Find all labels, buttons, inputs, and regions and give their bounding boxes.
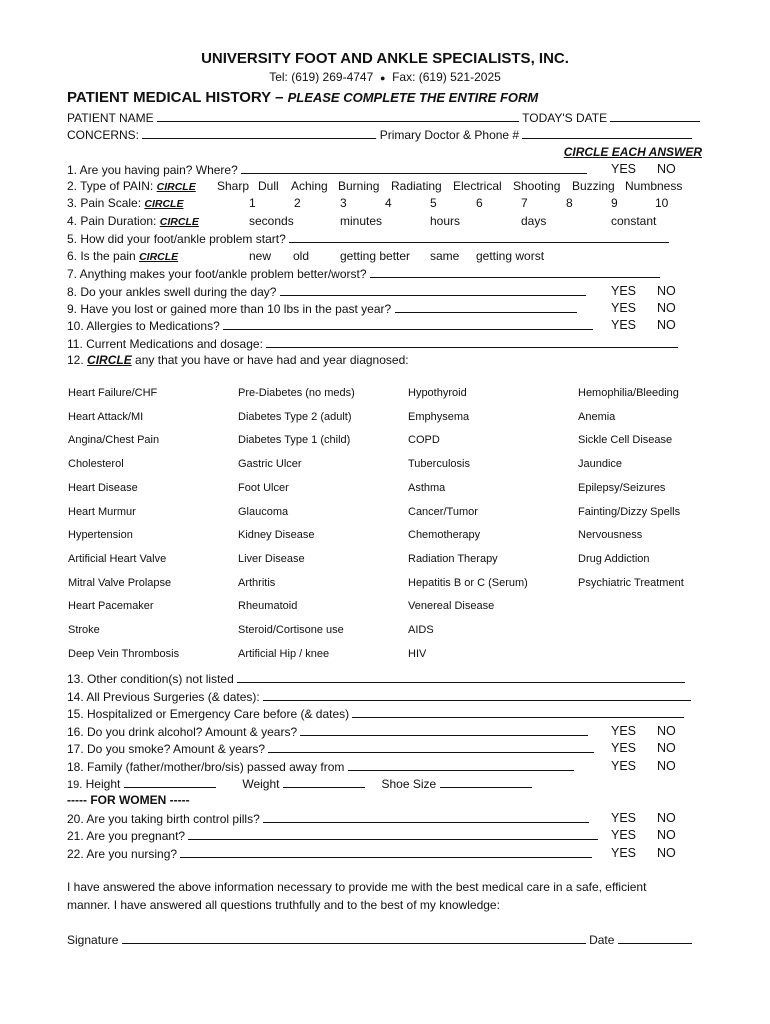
q21-row bbox=[67, 828, 598, 843]
q13-label: 13. Other condition(s) not listed bbox=[67, 672, 234, 686]
q8-label: 8. Do your ankles swell during the day? bbox=[67, 285, 277, 299]
q12-row bbox=[67, 353, 409, 367]
q13-field[interactable] bbox=[237, 671, 685, 683]
q10-label: 10. Allergies to Medications? bbox=[67, 319, 220, 333]
q6-opt-getting-worst[interactable]: getting worst bbox=[476, 249, 545, 263]
condition-item[interactable]: Heart Murmur bbox=[68, 505, 136, 518]
condition-item[interactable]: Heart Attack/MI bbox=[68, 410, 144, 423]
patient-name-field[interactable] bbox=[157, 110, 519, 122]
q21-yes[interactable]: YES bbox=[611, 828, 637, 842]
q5-row bbox=[67, 231, 669, 246]
form-title bbox=[67, 89, 538, 106]
q1-yes[interactable]: YES bbox=[611, 162, 637, 176]
condition-item[interactable]: Radiation Therapy bbox=[408, 552, 498, 565]
condition-item[interactable]: Jaundice bbox=[578, 458, 623, 471]
q16-no[interactable]: NO bbox=[657, 724, 676, 738]
q4-opt-minutes[interactable]: minutes bbox=[340, 214, 383, 228]
q20-yes[interactable]: YES bbox=[611, 811, 637, 825]
q17-row bbox=[67, 741, 594, 756]
q2-opt-buzzing[interactable]: Buzzing bbox=[572, 179, 615, 193]
q6-opt-new[interactable]: new bbox=[249, 249, 272, 263]
condition-item[interactable]: Deep Vein Thrombosis bbox=[68, 647, 180, 660]
q4-opt-constant[interactable]: constant bbox=[611, 214, 657, 228]
q3-opt-2[interactable]: 2 bbox=[294, 196, 301, 210]
q10-field[interactable] bbox=[223, 318, 593, 330]
condition-item[interactable]: Asthma bbox=[408, 481, 446, 494]
bullet-icon: ● bbox=[379, 73, 386, 83]
condition-item[interactable]: Diabetes Type 1 (child) bbox=[238, 434, 351, 447]
circle-each-answer: CIRCLE EACH ANSWER bbox=[563, 145, 702, 159]
q7-field[interactable] bbox=[370, 266, 660, 278]
condition-item[interactable]: Hypertension bbox=[68, 529, 133, 542]
q4-opt-hours[interactable]: hours bbox=[430, 214, 461, 228]
condition-item[interactable]: Emphysema bbox=[408, 410, 470, 423]
q18-field[interactable] bbox=[348, 759, 574, 771]
q12-rest: any that you have or have had and year diagnosed: bbox=[135, 353, 409, 367]
condition-item[interactable]: Venereal Disease bbox=[408, 600, 495, 613]
condition-item[interactable]: Angina/Chest Pain bbox=[68, 434, 160, 447]
q10-no[interactable]: NO bbox=[657, 318, 676, 332]
q6-circle: CIRCLE bbox=[139, 251, 179, 263]
patient-name-row bbox=[67, 110, 700, 125]
q10-yes[interactable]: YES bbox=[611, 318, 637, 332]
q2-label-wrap bbox=[67, 179, 196, 193]
q6-opt-getting-better[interactable]: getting better bbox=[340, 249, 411, 263]
q6-label-wrap bbox=[67, 249, 178, 263]
form-title-sub: PLEASE COMPLETE THE ENTIRE FORM bbox=[287, 90, 539, 105]
q22-yes[interactable]: YES bbox=[611, 846, 637, 860]
q21-label: 21. Are you pregnant? bbox=[67, 829, 186, 843]
q17-field[interactable] bbox=[268, 741, 594, 753]
contact-line bbox=[0, 70, 770, 84]
q11-field[interactable] bbox=[266, 336, 678, 348]
q16-yes[interactable]: YES bbox=[611, 724, 637, 738]
q9-no[interactable]: NO bbox=[657, 301, 676, 315]
condition-item[interactable]: Fainting/Dizzy Spells bbox=[578, 505, 681, 518]
q22-field[interactable] bbox=[180, 846, 592, 858]
q18-row bbox=[67, 759, 574, 774]
condition-item[interactable]: Hypothyroid bbox=[408, 387, 467, 399]
q22-row bbox=[67, 846, 592, 861]
q9-field[interactable] bbox=[395, 301, 577, 313]
concerns-row bbox=[67, 127, 692, 142]
condition-item[interactable]: Hemophilia/Bleeding bbox=[578, 387, 679, 399]
q2-opt-dull[interactable]: Dull bbox=[258, 179, 279, 193]
q2-opt-aching[interactable]: Aching bbox=[291, 179, 328, 193]
height-field[interactable] bbox=[124, 776, 216, 788]
q3-opt-4[interactable]: 4 bbox=[385, 196, 392, 210]
q9-yes[interactable]: YES bbox=[611, 301, 637, 315]
q2-opt-numbness[interactable]: Numbness bbox=[625, 179, 683, 193]
q3-opt-10[interactable]: 10 bbox=[655, 196, 669, 210]
q3-opt-3[interactable]: 3 bbox=[340, 196, 347, 210]
condition-item[interactable]: Epilepsy/Seizures bbox=[578, 481, 666, 494]
q7-label: 7. Anything makes your foot/ankle problem better/worst? bbox=[67, 267, 367, 281]
weight-field[interactable] bbox=[283, 776, 365, 788]
condition-item[interactable]: Pre-Diabetes (no meds) bbox=[238, 387, 355, 399]
q21-field[interactable] bbox=[188, 828, 598, 840]
condition-item[interactable]: Heart Pacemaker bbox=[68, 600, 154, 613]
condition-item[interactable]: Heart Disease bbox=[68, 481, 138, 494]
q3-opt-8[interactable]: 8 bbox=[566, 196, 573, 210]
form-title-main: PATIENT MEDICAL HISTORY – bbox=[67, 89, 284, 106]
concerns-label: CONCERNS: bbox=[67, 128, 140, 142]
q11-label: 11. Current Medications and dosage: bbox=[67, 337, 263, 351]
q3-opt-7[interactable]: 7 bbox=[521, 196, 528, 210]
signature-row bbox=[67, 932, 692, 947]
q9-label: 9. Have you lost or gained more than 10 lbs in the past year? bbox=[67, 302, 392, 316]
condition-item[interactable]: Chemotherapy bbox=[408, 529, 481, 542]
fax-number: Fax: (619) 521-2025 bbox=[392, 70, 501, 84]
condition-item[interactable]: Glaucoma bbox=[238, 505, 289, 518]
q16-row bbox=[67, 724, 588, 739]
condition-item[interactable]: Tuberculosis bbox=[408, 458, 470, 471]
q19-num: 19. bbox=[67, 779, 83, 791]
phone-number: Tel: (619) 269-4747 bbox=[269, 70, 374, 84]
q15-label: 15. Hospitalized or Emergency Care before (& dates) bbox=[67, 707, 350, 721]
primary-doctor-field[interactable] bbox=[522, 127, 692, 139]
statement-line-2: manner. I have answered all questions truthfully and to the best of my knowledge: bbox=[67, 898, 500, 912]
height-label: Height bbox=[85, 777, 121, 791]
q8-no[interactable]: NO bbox=[657, 284, 676, 298]
q19-row bbox=[67, 776, 532, 791]
condition-item[interactable]: Arthritis bbox=[238, 576, 276, 589]
q16-field[interactable] bbox=[300, 724, 588, 736]
condition-item[interactable]: Nervousness bbox=[578, 529, 643, 542]
condition-item[interactable]: Gastric Ulcer bbox=[238, 458, 302, 471]
for-women-heading: ----- FOR WOMEN ----- bbox=[67, 793, 190, 807]
condition-item[interactable]: Sickle Cell Disease bbox=[578, 434, 673, 447]
condition-item[interactable]: Stroke bbox=[68, 624, 100, 636]
q17-label: 17. Do you smoke? Amount & years? bbox=[67, 742, 266, 756]
condition-item[interactable]: Drug Addiction bbox=[578, 552, 650, 565]
condition-item[interactable]: Cholesterol bbox=[68, 458, 124, 471]
q8-field[interactable] bbox=[280, 284, 586, 296]
q20-field[interactable] bbox=[263, 811, 589, 823]
q3-circle: CIRCLE bbox=[144, 198, 184, 210]
q6-opt-old[interactable]: old bbox=[293, 249, 310, 263]
q8-yes[interactable]: YES bbox=[611, 284, 637, 298]
shoe-size-field[interactable] bbox=[440, 776, 532, 788]
condition-item[interactable]: Rheumatoid bbox=[238, 600, 298, 613]
q1-row bbox=[67, 162, 587, 177]
q3-label: 3. Pain Scale: bbox=[67, 196, 142, 210]
q7-row bbox=[67, 266, 660, 281]
q17-no[interactable]: NO bbox=[657, 741, 676, 755]
condition-item[interactable]: Anemia bbox=[578, 410, 616, 423]
q18-no[interactable]: NO bbox=[657, 759, 676, 773]
q18-yes[interactable]: YES bbox=[611, 759, 637, 773]
condition-item[interactable]: Liver Disease bbox=[238, 552, 305, 565]
date-field[interactable] bbox=[618, 932, 692, 944]
q10-row bbox=[67, 318, 593, 333]
signature-label: Signature bbox=[67, 933, 119, 947]
patient-name-label: PATIENT NAME bbox=[67, 111, 154, 125]
q18-label: 18. Family (father/mother/bro/sis) passed away from bbox=[67, 760, 345, 774]
company-name: UNIVERSITY FOOT AND ANKLE SPECIALISTS, INC. bbox=[201, 50, 569, 67]
condition-item[interactable]: COPD bbox=[408, 434, 440, 447]
q2-opt-sharp[interactable]: Sharp bbox=[217, 179, 250, 193]
q20-row bbox=[67, 811, 589, 826]
condition-item[interactable]: Hepatitis B or C (Serum) bbox=[408, 576, 528, 589]
q21-no[interactable]: NO bbox=[657, 828, 676, 842]
q3-opt-6[interactable]: 6 bbox=[476, 196, 483, 210]
q3-opt-1[interactable]: 1 bbox=[249, 196, 256, 210]
concerns-field[interactable] bbox=[142, 127, 376, 139]
signature-field[interactable] bbox=[122, 932, 586, 944]
q15-row bbox=[67, 706, 684, 721]
q8-row bbox=[67, 284, 586, 299]
primary-doctor-label: Primary Doctor & Phone # bbox=[379, 128, 520, 142]
q4-label-wrap bbox=[67, 214, 199, 228]
q3-opt-5[interactable]: 5 bbox=[430, 196, 437, 210]
condition-item[interactable]: Mitral Valve Prolapse bbox=[68, 576, 172, 589]
q2-label: 2. Type of PAIN: bbox=[67, 179, 154, 193]
q22-label: 22. Are you nursing? bbox=[67, 847, 178, 861]
condition-item[interactable]: Kidney Disease bbox=[238, 529, 315, 542]
q1-field[interactable] bbox=[241, 162, 587, 174]
statement-line-1: I have answered the above information necessary to provide me with the best medical care in a safe, efficient bbox=[67, 880, 647, 894]
q16-label: 16. Do you drink alcohol? Amount & years? bbox=[67, 725, 298, 739]
q3-label-wrap bbox=[67, 196, 183, 210]
q11-row bbox=[67, 336, 678, 351]
q9-row bbox=[67, 301, 577, 316]
q2-opt-burning[interactable]: Burning bbox=[338, 179, 380, 193]
q6-label: 6. Is the pain bbox=[67, 249, 136, 263]
q20-label: 20. Are you taking birth control pills? bbox=[67, 812, 260, 826]
q20-no[interactable]: NO bbox=[657, 811, 676, 825]
q1-label: 1. Are you having pain? Where? bbox=[67, 163, 238, 177]
q1-no[interactable]: NO bbox=[657, 162, 676, 176]
q4-label: 4. Pain Duration: bbox=[67, 214, 157, 228]
condition-item[interactable]: Artificial Heart Valve bbox=[68, 552, 167, 565]
q5-label: 5. How did your foot/ankle problem start? bbox=[67, 232, 286, 246]
q2-opt-electrical[interactable]: Electrical bbox=[453, 179, 502, 193]
q5-field[interactable] bbox=[289, 231, 669, 243]
q15-field[interactable] bbox=[352, 706, 684, 718]
q22-no[interactable]: NO bbox=[657, 846, 676, 860]
condition-item[interactable]: Diabetes Type 2 (adult) bbox=[238, 410, 352, 423]
q14-field[interactable] bbox=[263, 689, 691, 701]
q4-opt-seconds[interactable]: seconds bbox=[249, 214, 294, 228]
todays-date-label: TODAY'S DATE bbox=[522, 111, 608, 125]
condition-item[interactable]: Artificial Hip / knee bbox=[238, 647, 330, 660]
condition-item[interactable]: Steroid/Cortisone use bbox=[238, 624, 344, 636]
date-label: Date bbox=[589, 933, 615, 947]
condition-item[interactable]: Heart Failure/CHF bbox=[68, 387, 158, 399]
q4-circle: CIRCLE bbox=[159, 216, 199, 228]
q4-opt-days[interactable]: days bbox=[521, 214, 547, 228]
q6-opt-same[interactable]: same bbox=[430, 249, 460, 263]
weight-label: Weight bbox=[242, 777, 280, 791]
q2-circle: CIRCLE bbox=[156, 181, 196, 193]
condition-item[interactable]: Foot Ulcer bbox=[238, 481, 289, 494]
q17-yes[interactable]: YES bbox=[611, 741, 637, 755]
q14-label: 14. All Previous Surgeries (& dates): bbox=[67, 690, 260, 704]
shoe-size-label: Shoe Size bbox=[381, 777, 437, 791]
q12-prefix: 12. bbox=[67, 353, 84, 367]
condition-item[interactable]: AIDS bbox=[408, 624, 434, 636]
q3-opt-9[interactable]: 9 bbox=[611, 196, 618, 210]
todays-date-field[interactable] bbox=[610, 110, 700, 122]
q2-opt-radiating[interactable]: Radiating bbox=[391, 179, 442, 193]
q2-opt-shooting[interactable]: Shooting bbox=[513, 179, 561, 193]
q14-row bbox=[67, 689, 691, 704]
condition-item[interactable]: HIV bbox=[408, 647, 427, 660]
condition-item[interactable]: Cancer/Tumor bbox=[408, 505, 478, 518]
q13-row bbox=[67, 671, 685, 686]
q12-circle: CIRCLE bbox=[87, 353, 132, 367]
condition-item[interactable]: Psychiatric Treatment bbox=[578, 576, 684, 589]
